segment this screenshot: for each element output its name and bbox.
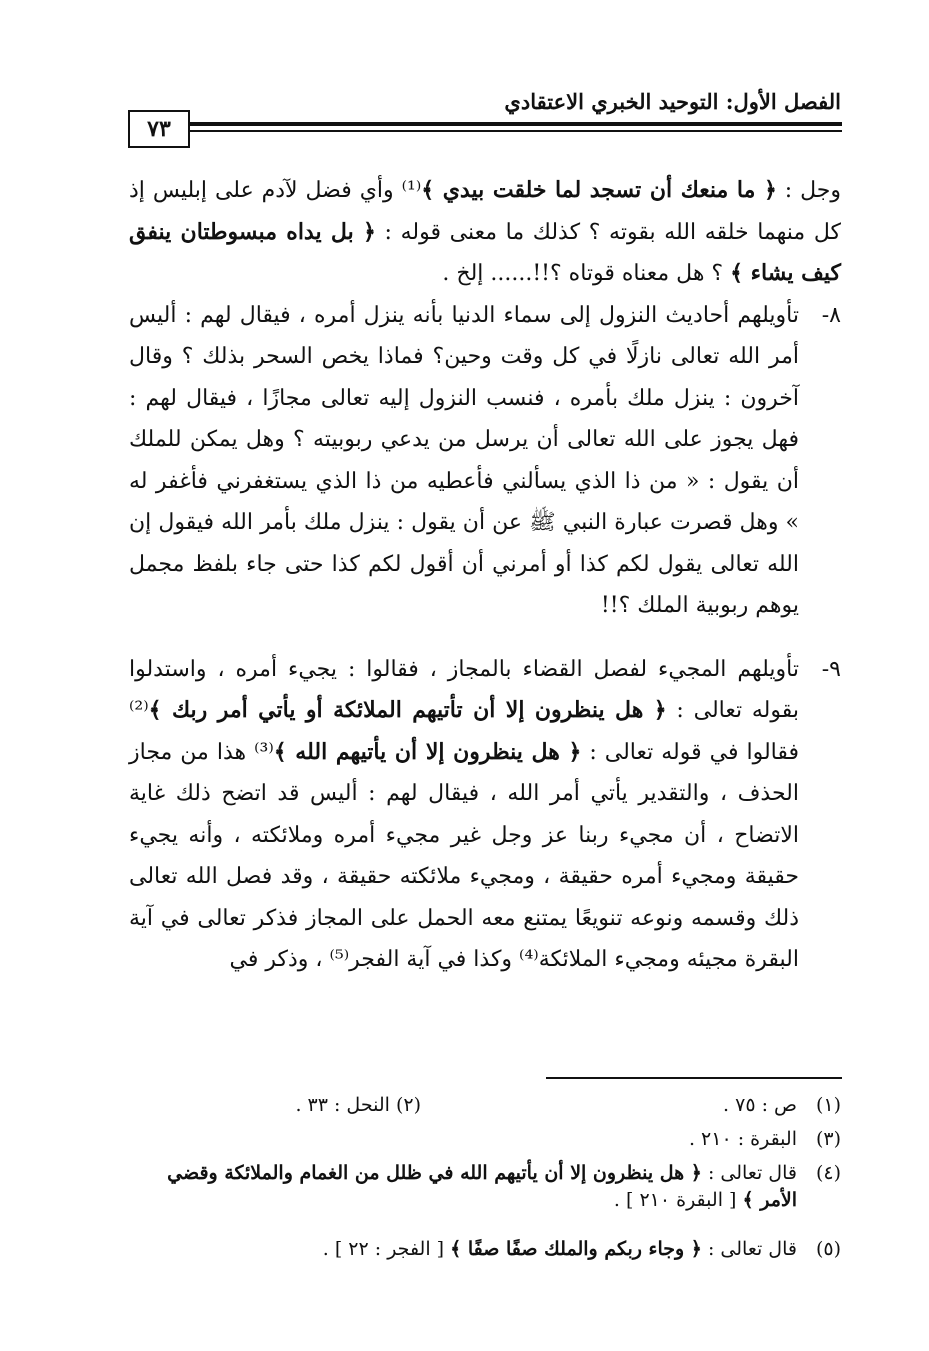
footnote-text: البقرة : ٢١٠ . bbox=[688, 1128, 797, 1150]
footnote-ref: ⁽⁴⁾ bbox=[519, 947, 539, 972]
item-text: وكذا في آية الفجر bbox=[349, 947, 520, 972]
quran-quote: ﴿ وجاء ربكم والملك صفًا صفًا ﴾ bbox=[450, 1238, 702, 1260]
footnote-source: [ الفجر : ٢٢ ] . bbox=[322, 1238, 451, 1260]
quran-quote: ﴿ هل ينظرون إلا أن تأتيهم الملائكة أو يأتي أمر ربك ﴾ bbox=[148, 697, 667, 723]
footnote-text bbox=[129, 1236, 841, 1263]
item-text: هذا من مجاز الحذف ، والتقدير يأتي أمر الله ، فيقال لهم : أليس قد اتضح ذلك غاية الاتضاح ، أن مجيء ربنا عز وجل غير مجيء أمره وملائكته ، وأنه يجيء حقيقة ومجيء أمره حقيقة ، ومجيء ملائكته حقيقة ، وقد فصل الله تعالى ذلك وقسمه ونوعه تنويعًا يمتنع معه الحمل على المجاز فذكر تعالى في آية البقرة مجيئه ومجيء الملائكة bbox=[129, 739, 799, 972]
header-rule-thin bbox=[130, 130, 842, 132]
footnote-ref: ⁽¹⁾ bbox=[401, 178, 422, 203]
footnote-5 bbox=[129, 1236, 841, 1263]
footnote-number: (٤) bbox=[815, 1162, 841, 1184]
footnote-number: (٥) bbox=[815, 1238, 841, 1260]
quran-quote: ﴿ ما منعك أن تسجد لما خلقت بيدي ﴾ bbox=[421, 177, 777, 203]
intro-paragraph bbox=[129, 170, 841, 295]
quran-quote: ﴿ هل ينظرون إلا أن يأتيهم الله في ظلل من الغمام والملائكة وقضي الأمر ﴾ bbox=[167, 1162, 797, 1211]
footnote-lead: قال تعالى : bbox=[701, 1238, 797, 1260]
footnote-row-1 bbox=[129, 1092, 841, 1119]
item-text: تأويلهم المجيء لفصل القضاء بالمجاز ، فقالوا : يجيء أمره ، واستدلوا بقوله تعالى : bbox=[129, 656, 799, 723]
item-text: تأويلهم أحاديث النزول إلى سماء الدنيا بأنه ينزل أمره ، فيقال لهم : أليس أمر الله تعالى نازلًا في كل وقت وحين؟ فماذا يخص السحر بذلك ؟ وقال آخرون : ينزل ملك بأمره ، فنسب النزول إليه تعالى مجازًا ، فيقال لهم : فهل يجوز على الله تعالى أن يرسل من يدعي ربوبيته ؟ وهل يمكن للملك أن يقول : « من ذا الذي يسألني فأعطيه من ذا الذي يستغفرني فأغفر له » وهل قصرت عبارة النبي ﷺ عن أن يقول : ينزل ملك بأمر الله فيقول إن الله تعالى يقول لكم كذا أو أمرني أن أقول لكم كذا حتى جاء بلفظ مجمل يوهم ربوبية الملك ؟!! bbox=[129, 302, 799, 618]
quran-quote: ﴿ هل ينظرون إلا أن يأتيهم الله ﴾ bbox=[273, 738, 582, 765]
footnote-number: (٢) bbox=[395, 1094, 421, 1116]
item-number: ٩- bbox=[821, 656, 841, 682]
intro-lead: وجل : bbox=[776, 178, 841, 203]
footnote-number: (٣) bbox=[815, 1128, 841, 1150]
paragraph-gap bbox=[129, 627, 841, 649]
intro-text: وأي فضل لآدم على إبليس إذ كل منهما خلقه الله بقوته ؟ كذلك ما معنى قوله : bbox=[129, 178, 841, 245]
quran-quote: ﴿ بل يداه مبسوطتان ينفق كيف يشاء ﴾ bbox=[129, 218, 841, 286]
intro-text: ؟ هل معناه قوتاه ؟!!...... إلخ . bbox=[442, 261, 731, 286]
footnote-ref: ⁽²⁾ bbox=[129, 698, 149, 723]
item-8 bbox=[129, 295, 841, 627]
item-9 bbox=[129, 649, 841, 981]
footnote-text: النحل : ٣٣ . bbox=[295, 1094, 390, 1116]
footnote-number: (١) bbox=[815, 1094, 841, 1116]
footnote-4 bbox=[129, 1160, 841, 1214]
header-rule-thick bbox=[130, 122, 842, 126]
footnote-ref: ⁽³⁾ bbox=[254, 739, 274, 765]
footnote-separator bbox=[546, 1077, 842, 1079]
footnote-text: ص : ٧٥ . bbox=[723, 1094, 797, 1116]
footnote-text bbox=[129, 1160, 841, 1214]
footnote-lead: قال تعالى : bbox=[701, 1162, 797, 1184]
running-header: الفصل الأول: التوحيد الخبري الاعتقادي bbox=[504, 89, 841, 114]
item-text: فقالوا في قوله تعالى : bbox=[581, 739, 800, 765]
footnote-2 bbox=[295, 1092, 421, 1119]
item-number: ٨- bbox=[821, 302, 841, 328]
footnote-3 bbox=[129, 1126, 841, 1153]
footnote-ref: ⁽⁵⁾ bbox=[329, 947, 350, 972]
item-text: ، وذكر في bbox=[229, 947, 330, 972]
page-number: ٧٣ bbox=[128, 110, 190, 148]
footnote-source: [ البقرة ٢١٠ ] . bbox=[613, 1189, 743, 1211]
main-text bbox=[129, 170, 841, 981]
